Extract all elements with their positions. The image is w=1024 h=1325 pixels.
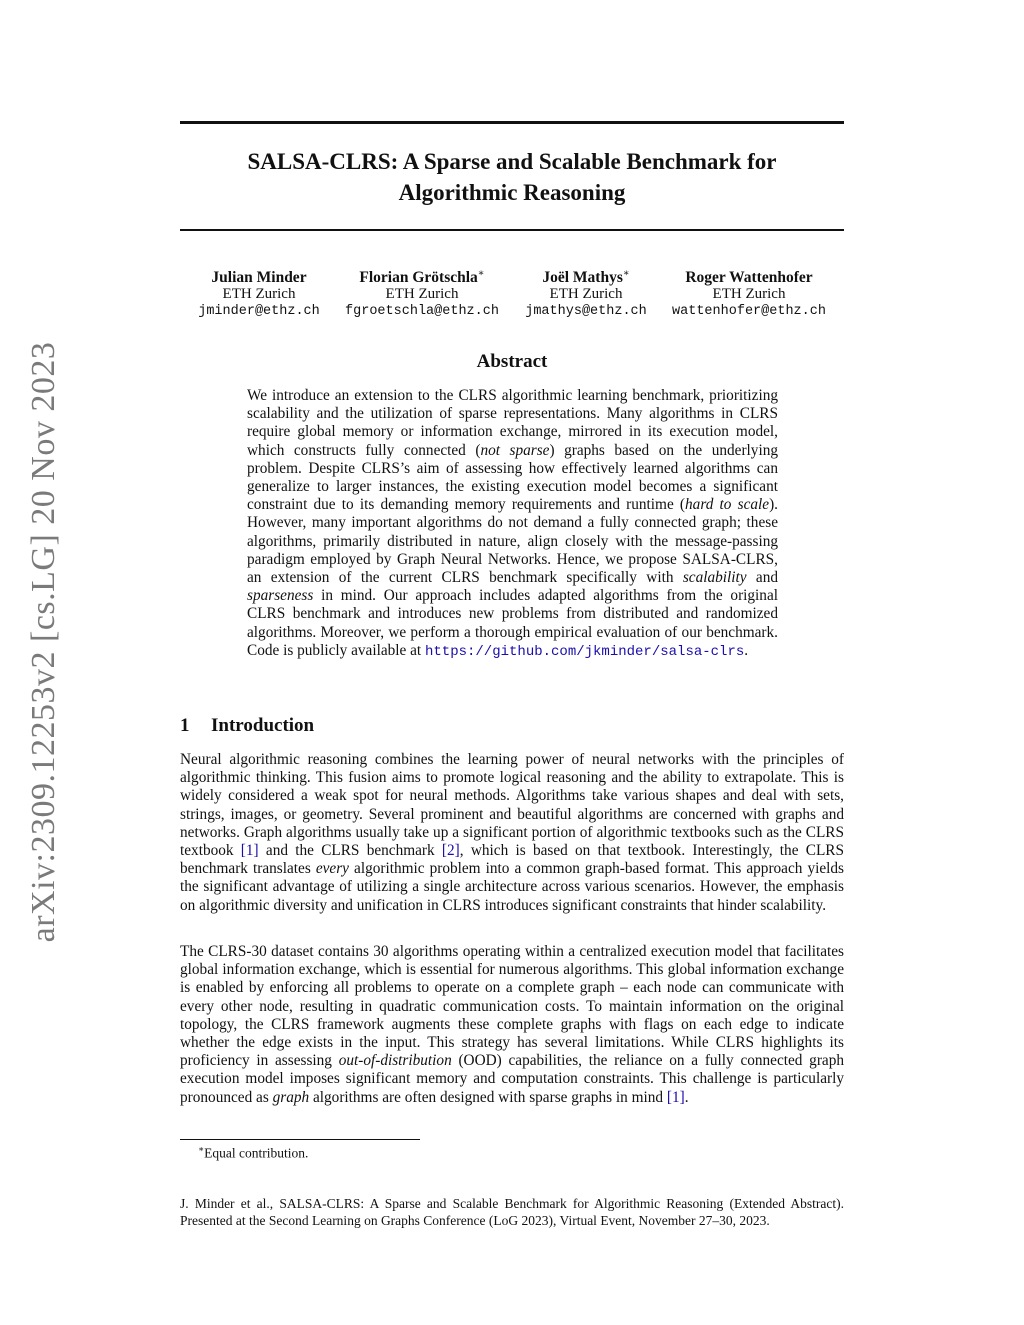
author-email: jmathys@ethz.ch: [525, 304, 647, 320]
section-title: Introduction: [211, 715, 315, 736]
author-affiliation: ETH Zurich: [712, 286, 786, 303]
intro-paragraph-2: The CLRS-30 dataset contains 30 algorithms operating within a centralized execution model that facilitates global information exchange, which is essential for numerous algorithms. This global information exchange is enabled by enforcing all problems to operate on a complete graph – each node can communicate with every other node, resulting in quadratic communication costs. To maintain information on the original topology, the CLRS framework augments these complete graphs with flags on each edge to indicate whether the edge exists in the input. This strategy has several limitations. While CLRS highlights its proficiency in assessing out-of-distribution (OOD) capabilities, the reliance on a fully connected graph execution model imposes significant memory and computation constraints. This challenge is particularly pronounced as graph algorithms are often designed with sparse graphs in mind [1].: [180, 943, 844, 1106]
author-name: Joël Mathys: [542, 269, 623, 287]
author-email: jminder@ethz.ch: [198, 304, 320, 320]
footnote-rule: [180, 1139, 420, 1140]
author-mark: ∗: [622, 268, 630, 279]
arxiv-identifier: arXiv:2309.12253v2 [cs.LG] 20 Nov 2023: [25, 341, 62, 943]
section-heading-introduction: [180, 715, 314, 737]
paper-title: [180, 146, 844, 208]
author-name: Julian Minder: [211, 269, 307, 287]
footnote-mark: ∗: [198, 1144, 205, 1154]
venue-footer: J. Minder et al., SALSA-CLRS: A Sparse and Scalable Benchmark for Algorithmic Reasoning (Extended Abstract). Presented at the Second Learning on Graphs Conference (LoG 2023), Virtual Event, November 27–30, 2023.: [180, 1196, 844, 1228]
footnote: [198, 1144, 308, 1162]
intro-paragraph-1: Neural algorithmic reasoning combines the learning power of neural networks with the principles of algorithmic thinking. This fusion aims to promote logical reasoning and the ability to extrapolate. This is widely considered a weak spot for neural methods. Algorithms take various shapes and deal with sets, strings, images, or geometry. Several prominent and beautiful algorithms are concerned with graphs and networks. Graph algorithms usually take up a significant portion of algorithmic textbooks such as the CLRS textbook [1] and the CLRS benchmark [2], which is based on that textbook. Interestingly, the CLRS benchmark translates every algorithmic problem into a common graph-based format. This approach yields the significant advantage of utilizing a single architecture across various scenarios. However, the emphasis on algorithmic diversity and unification in CLRS introduces significant constraints that hinder scalability.: [180, 751, 845, 914]
author-block: [672, 265, 826, 320]
author-affiliation: ETH Zurich: [222, 286, 296, 303]
author-affiliation: ETH Zurich: [549, 286, 623, 303]
title-rule-bottom: [180, 229, 844, 231]
author-affiliation: ETH Zurich: [385, 286, 459, 303]
author-block: [198, 265, 320, 320]
author-block: [525, 265, 647, 320]
author-email: fgroetschla@ethz.ch: [345, 304, 499, 320]
title-line-2: Algorithmic Reasoning: [398, 180, 626, 205]
citation-link[interactable]: [2]: [441, 842, 460, 860]
author-email: wattenhofer@ethz.ch: [672, 304, 826, 320]
section-number: 1: [180, 715, 190, 736]
author-name: Florian Grötschla: [359, 269, 478, 287]
code-link[interactable]: https://github.com/jkminder/salsa-clrs: [425, 643, 745, 660]
author-block: [345, 265, 499, 320]
title-line-1: SALSA-CLRS: A Sparse and Scalable Benchmark for: [247, 149, 777, 174]
abstract-heading: Abstract: [476, 351, 548, 372]
abstract-body: We introduce an extension to the CLRS algorithmic learning benchmark, prioritizing scalability and the utilization of sparse representations. Many algorithms in CLRS require global memory or information exchange, mirrored in its execution model, which constructs fully connected (not sparse) graphs based on the underlying problem. Despite CLRS’s aim of assessing how effectively learned algorithms can generalize to larger instances, the existing execution model becomes a significant constraint due to its demanding memory requirements and runtime (hard to scale). However, many important algorithms do not demand a fully connected graph; these algorithms, primarily distributed in nature, align closely with the message-passing paradigm employed by Graph Neural Networks. Hence, we propose SALSA-CLRS, an extension of the current CLRS benchmark specifically with scalability and sparseness in mind. Our approach includes adapted algorithms from the original CLRS benchmark and introduces new problems from distributed and randomized algorithms. Moreover, we perform a thorough empirical evaluation of our benchmark. Code is publicly available at https://github.com/jkminder/salsa-clrs.: [247, 387, 778, 660]
title-rule-top: [180, 121, 844, 124]
footnote-text: Equal contribution.: [204, 1145, 309, 1161]
author-name: Roger Wattenhofer: [685, 269, 813, 287]
citation-link[interactable]: [1]: [666, 1088, 685, 1106]
author-mark: ∗: [477, 268, 485, 279]
citation-link[interactable]: [1]: [240, 842, 259, 860]
